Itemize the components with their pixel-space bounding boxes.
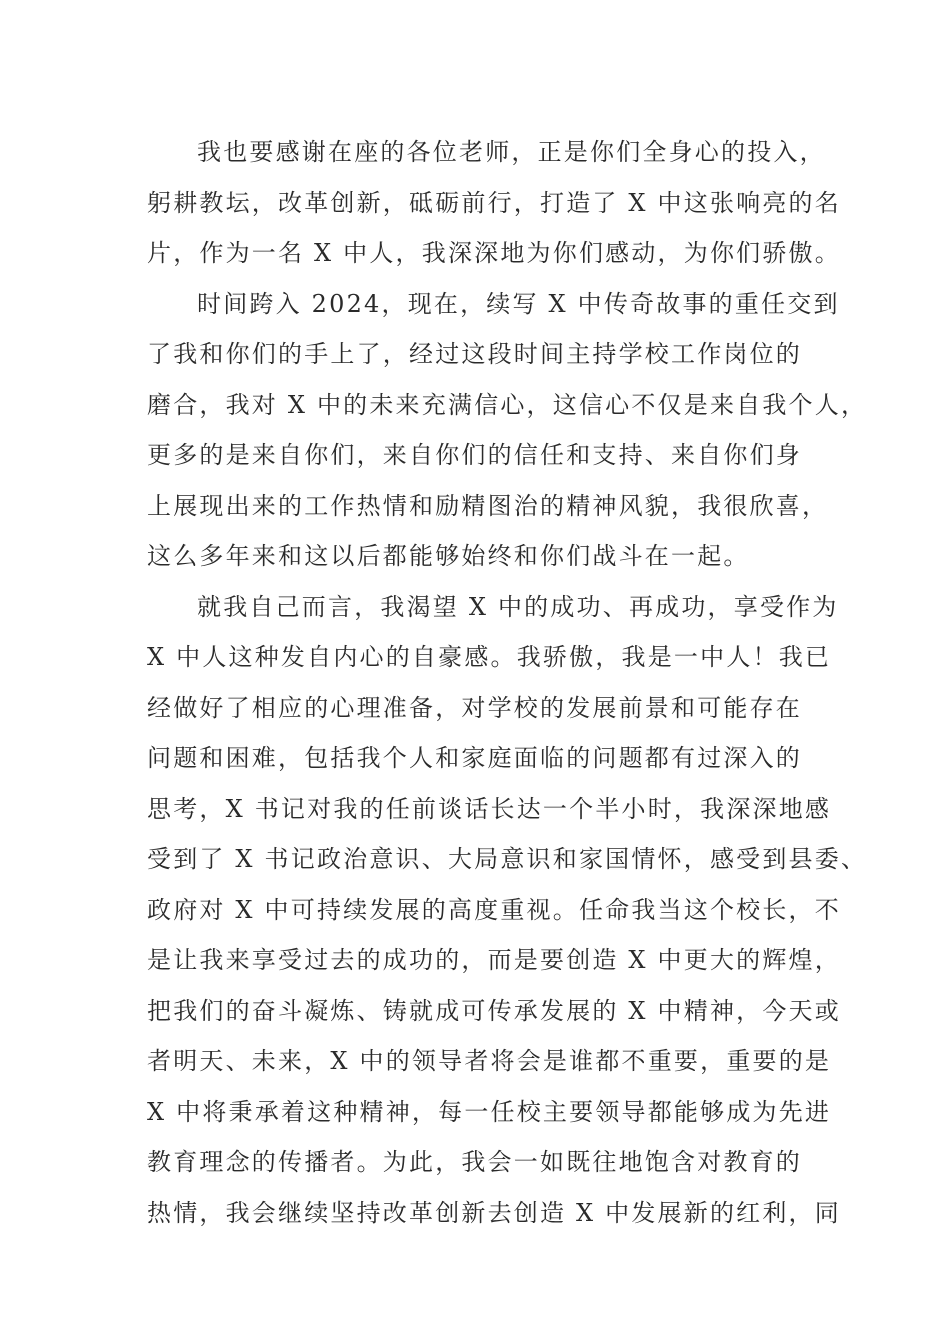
text-line: 教育理念的传播者。为此，我会一如既往地饱含对教育的 [147,1148,802,1176]
text-line: 是让我来享受过去的成功的，而是要创造 X 中更大的辉煌， [147,946,841,974]
text-line: 更多的是来自你们，来自你们的信任和支持、来自你们身 [147,441,802,469]
text-line: 热情，我会继续坚持改革创新去创造 X 中发展新的红利，同 [147,1198,841,1227]
text-line: 政府对 X 中可持续发展的高度重视。任命我当这个校长，不 [147,895,841,924]
text-line: 时间跨入 2024，现在，续写 X 中传奇故事的重任交到 [197,289,840,318]
text-line: 这么多年来和这以后都能够始终和你们战斗在一起。 [147,542,750,570]
paragraph-1 [147,127,841,279]
text-line: 把我们的奋斗凝炼、铸就成可传承发展的 X 中精神，今天或 [147,996,841,1025]
text-line: 我也要感谢在座的各位老师，正是你们全身心的投入， [197,138,826,166]
text-line: 了我和你们的手上了，经过这段时间主持学校工作岗位的 [147,340,802,368]
text-line: X 中将秉承着这种精神，每一任校主要领导都能够成为先进 [147,1097,832,1126]
text-line: 经做好了相应的心理准备，对学校的发展前景和可能存在 [147,693,802,722]
paragraph-3 [147,582,868,1239]
text-line: 思考，X 书记对我的任前谈话长达一个半小时，我深深地感 [147,794,832,823]
text-line: 片，作为一名 X 中人，我深深地为你们感动，为你们骄傲。 [147,239,841,267]
text-line: 受到了 X 书记政治意识、大局意识和家国情怀，感受到县委、 [147,845,868,873]
text-line: 者明天、未来，X 中的领导者将会是谁都不重要，重要的是 [147,1047,832,1075]
text-line: X 中人这种发自内心的自豪感。我骄傲，我是一中人！我已 [147,643,832,671]
text-line: 上展现出来的工作热情和励精图治的精神风貌，我很欣喜， [147,491,829,520]
text-line: 就我自己而言，我渴望 X 中的成功、再成功，享受作为 [197,592,839,621]
text-line: 磨合，我对 X 中的未来充满信心，这信心不仅是来自我个人， [147,390,868,419]
text-line: 问题和困难，包括我个人和家庭面临的问题都有过深入的 [147,744,802,772]
paragraph-2 [147,279,868,582]
document-body [147,127,868,1238]
text-line: 躬耕教坛，改革创新，砥砺前行，打造了 X 中这张响亮的名 [147,188,841,217]
